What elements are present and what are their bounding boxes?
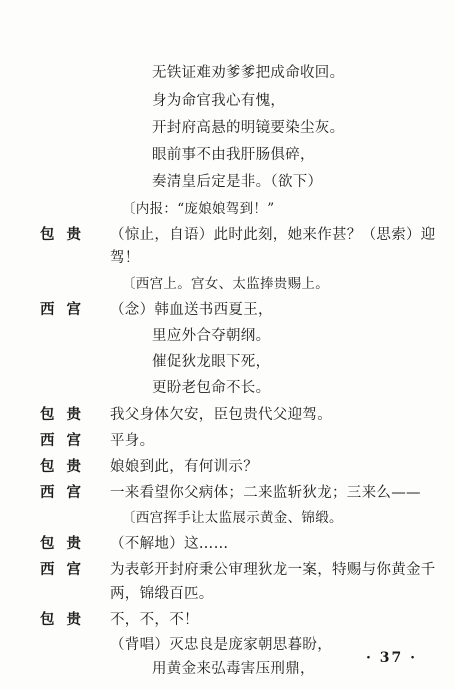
aside-song-line-2: 用黄金来弘毒害压刑鼎，	[152, 661, 315, 677]
speaker-label: 西宫	[40, 301, 93, 318]
dialogue-line: 一来看望你父病体；二来监斩狄龙；三来么——	[110, 485, 421, 501]
lyric-line-2: 身为命官我心有愧，	[152, 93, 286, 109]
speaker-label: 西宫	[40, 484, 93, 501]
recite-line-2: 里应外合夺朝纲。	[152, 328, 271, 344]
dialogue-line: 不，不，不！	[110, 612, 199, 628]
dialogue-line: （惊止，自语）此时此刻，她来作甚？（思索）迎	[110, 227, 436, 243]
dialogue-line: 我父身体欠安，臣包贵代父迎驾。	[110, 407, 332, 423]
lyric-line-4: 眼前事不由我肝肠俱碎，	[152, 147, 315, 163]
speaker-label: 包贵	[40, 611, 93, 628]
dialogue-line: （不解地）这……	[110, 536, 229, 552]
dialogue-line-cont: 两，锦缎百匹。	[110, 586, 214, 602]
lyric-line-3: 开封府高悬的明镜要染尘灰。	[152, 120, 345, 136]
dialogue-line-cont: 驾！	[110, 250, 140, 266]
stage-direction-2: 〔西宫上。宫女、太监捧贵赐上。	[122, 276, 329, 292]
stage-direction-3: 〔西宫挥手让太监展示黄金、锦缎。	[122, 510, 343, 526]
dialogue-line: 娘娘到此，有何训示？	[110, 459, 258, 475]
dialogue-line: 平身。	[110, 433, 155, 449]
aside-song-line-1: （背唱）灭忠良是庞家朝思暮盼，	[110, 637, 332, 653]
speaker-label: 包贵	[40, 458, 93, 475]
lyric-line-5: 奏清皇后定是非。（欲下）	[152, 174, 323, 190]
speaker-label: 包贵	[40, 226, 93, 243]
stage-direction-1: 〔内报：“庞娘娘驾到！”	[122, 201, 275, 217]
speaker-label: 西宫	[40, 561, 93, 578]
dialogue-line: 为表彰开封府秉公审理狄龙一案，特赐与你黄金千	[110, 562, 436, 578]
page-number: · 37 ·	[366, 650, 417, 666]
lyric-line-1: 无铁证难劝爹爹把成命收回。	[152, 65, 345, 81]
speaker-label: 包贵	[40, 406, 93, 423]
speaker-label: 西宫	[40, 432, 93, 449]
recite-line-1: （念）韩血送书西夏王，	[110, 302, 273, 318]
speaker-label: 包贵	[40, 535, 93, 552]
recite-line-4: 更盼老包命不长。	[152, 380, 271, 396]
recite-line-3: 催促狄龙眼下死，	[152, 354, 271, 370]
